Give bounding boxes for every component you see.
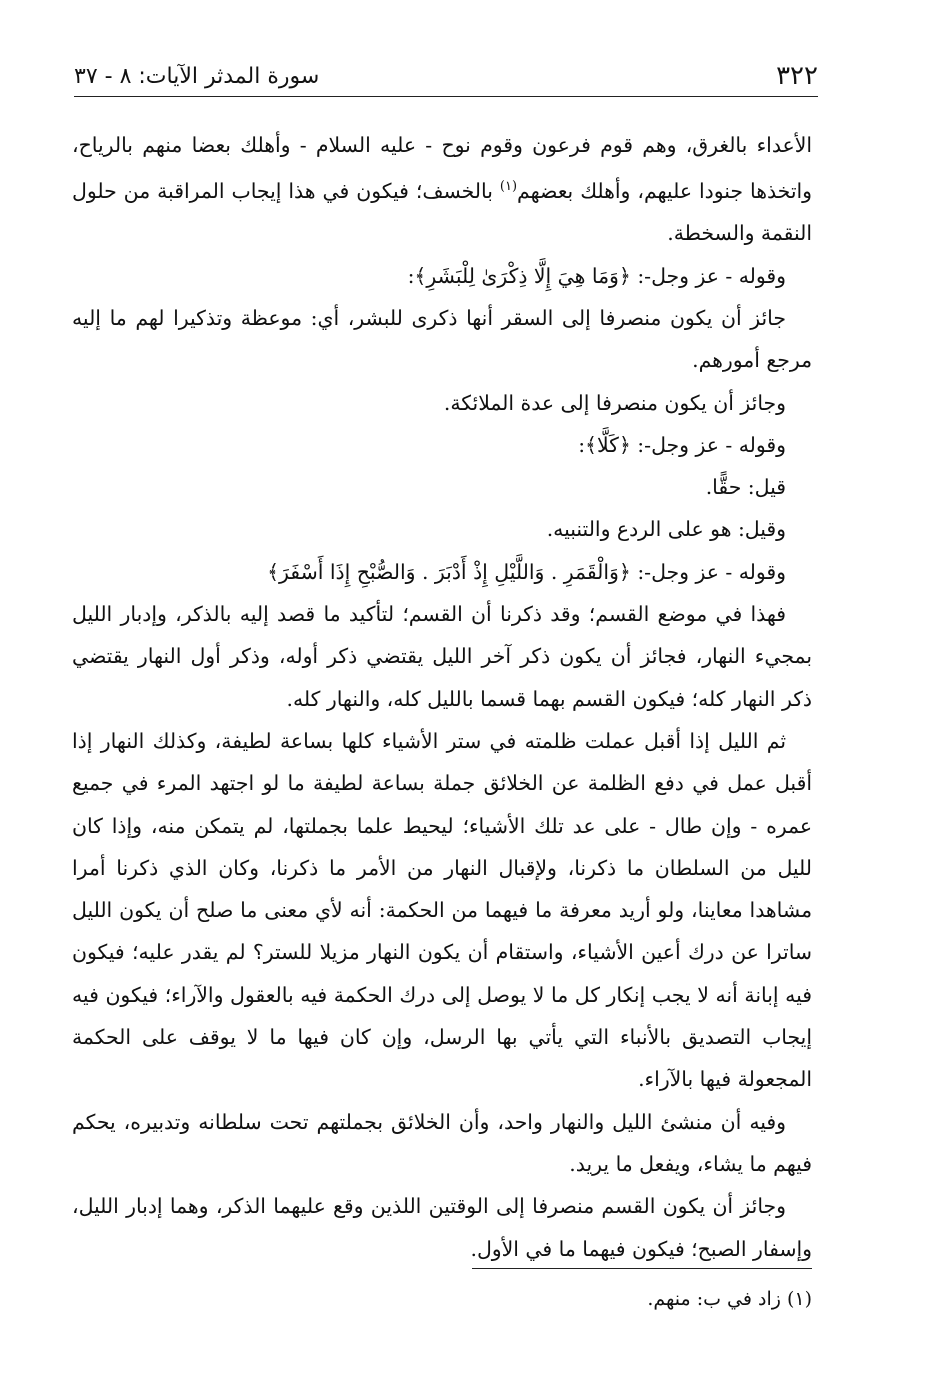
running-title: سورة المدثر الآيات: ٨ - ٣٧: [74, 63, 320, 89]
page-header: [74, 56, 818, 97]
paragraph-1-text-cont: بالخسف؛ فيكون في هذا إيجاب المراقبة من حلول النقمة والسخطة.: [72, 179, 812, 246]
footnote: (١) زاد في ب: منهم.: [647, 1288, 812, 1310]
body-text: [72, 124, 812, 1270]
paragraph: وفيه أن منشئ الليل والنهار واحد، وأن الخلائق بجملتهم تحت سلطانه وتدبيره، يحكم فيهم ما يشاء، ويفعل ما يريد.: [72, 1109, 812, 1176]
paragraph: وجائز أن يكون منصرفا إلى عدة الملائكة.: [443, 390, 786, 415]
paragraph: وقيل: هو على الردع والتنبيه.: [546, 517, 786, 542]
paragraph: فهذا في موضع القسم؛ وقد ذكرنا أن القسم؛ لتأكيد ما قصد إليه بالذكر، وإدبار الليل بمجيء النهار، فجائز أن يكون ذكر آخر الليل يقتضي ذكر أوله، وذكر أول النهار يقتضي ذكر النهار كله؛ فيكون القسم بهما قسما بالليل كله، والنهار كله.: [72, 602, 812, 711]
paragraph: قيل: حقًّا.: [705, 475, 786, 500]
paragraph: وجائز أن يكون القسم منصرفا إلى الوقتين اللذين وقع عليهما الذكر، وهما إدبار الليل، وإسفار الصبح؛ فيكون فيهما ما في الأول.: [72, 1194, 812, 1261]
paragraph-1: [72, 124, 812, 255]
page-number: ٣٢٢: [776, 61, 818, 91]
paragraph: جائز أن يكون منصرفا إلى السقر أنها ذكرى للبشر، أي: موعظة وتذكيرا لهم ما إليه مرجع أمورهم.: [72, 305, 812, 373]
quran-verse-quote: وقوله - عز وجل-: ﴿وَالْقَمَرِ . وَاللَّيْلِ إِذْ أَدْبَرَ . وَالصُّبْحِ إِذَا أَسْفَرَ﴾: [267, 559, 786, 584]
paragraph-1-text: الأعداء بالغرق، وهم قوم فرعون وقوم نوح - عليه السلام - وأهلك بعضا منهم بالرياح، واتخذها جنودا عليهم، وأهلك بعضهم: [72, 133, 813, 204]
paragraph: ثم الليل إذا أقبل عملت ظلمته في ستر الأشياء كلها بساعة لطيفة، وكذلك النهار إذا أقبل عمل في دفع الظلمة عن الخلائق جملة بساعة لطيفة ما لو اجتهد المرء في جميع عمره - وإن طال - على عد تلك الأشياء؛ ليحيط علما بجملتها، لم يتمكن منه، وإذا كان لليل من السلطان ما ذكرنا، ولإقبال النهار من الأمر ما ذكرنا، وكان الذي ذكرنا أمرا مشاهدا معاينا، ولو أريد معرفة ما فيهما من الحكمة: أنه لأي معنى ما صلح أن يكون الليل ساترا عن درك أعين الأشياء، واستقام أن يكون النهار مزيلا للستر؟ لم يقدر عليه؛ فيكون فيه إبانة أنه لا يجب إنكار كل ما لا يوصل إلى درك الحكمة فيه بالعقول والآراء؛ فيكون فيه إيجاب التصديق بالأنباء التي يأتي بها الرسل، وإن كان فيها ما لا يوقف على الحكمة المجعولة فيها بالآراء.: [72, 728, 812, 1092]
quran-verse-quote: وقوله - عز وجل-: ﴿وَمَا هِيَ إِلَّا ذِكْرَىٰ لِلْبَشَرِ﴾:: [407, 263, 786, 288]
footnote-reference[interactable]: (١): [499, 179, 518, 195]
footnote-divider: [472, 1268, 812, 1269]
quran-verse-quote: وقوله - عز وجل-: ﴿كَلَّا﴾:: [578, 432, 786, 457]
